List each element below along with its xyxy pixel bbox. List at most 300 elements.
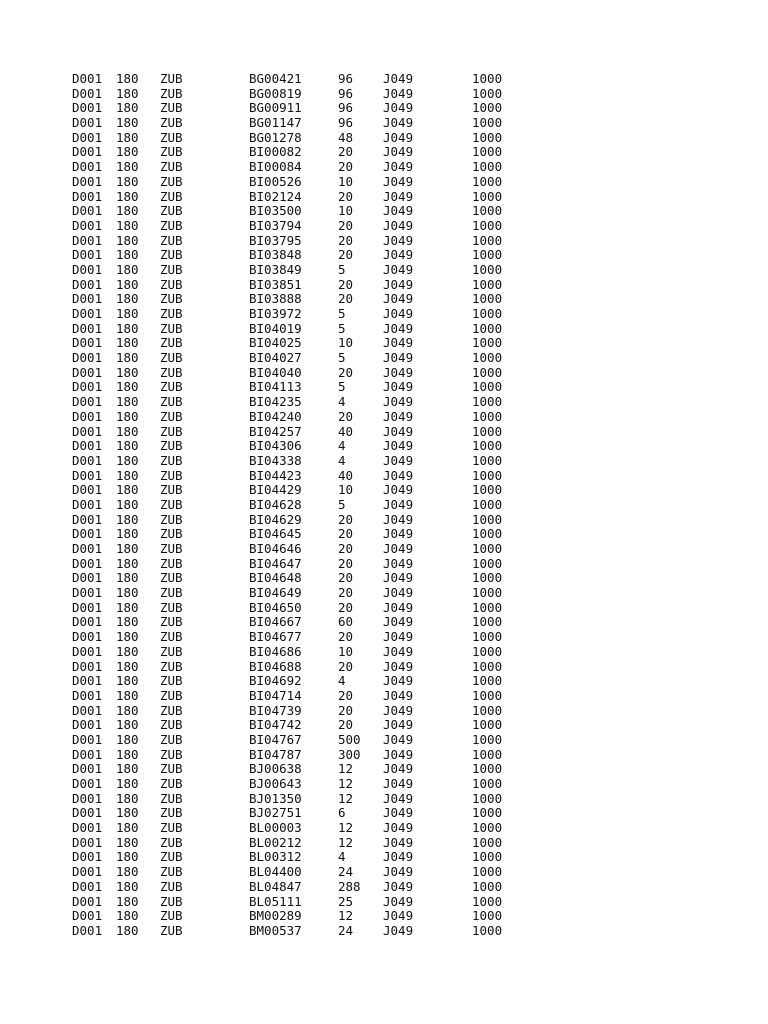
table-cell: 180 — [116, 599, 139, 615]
table-cell: ZUB — [160, 629, 183, 645]
table-cell: 1000 — [472, 731, 503, 747]
table-cell: ZUB — [160, 291, 183, 307]
table-cell: J049 — [383, 85, 414, 101]
table-cell: BI04240 — [249, 408, 302, 424]
table-cell: 1000 — [472, 247, 503, 263]
table-cell: D001 — [72, 261, 103, 277]
table-cell: 1000 — [472, 849, 503, 865]
table-row — [72, 101, 732, 116]
table-cell: 6 — [338, 805, 346, 821]
table-cell: D001 — [72, 570, 103, 586]
table-cell: 1000 — [472, 144, 503, 160]
table-cell: 180 — [116, 320, 139, 336]
table-cell: J049 — [383, 71, 414, 86]
table-cell: 20 — [338, 599, 354, 615]
table-cell: ZUB — [160, 776, 183, 791]
table-cell: J049 — [383, 731, 414, 747]
table-cell: ZUB — [160, 173, 183, 189]
table-cell: 5 — [338, 306, 346, 321]
table-cell: 1000 — [472, 643, 503, 659]
table-cell: D001 — [72, 408, 103, 424]
table-row — [72, 909, 732, 924]
table-cell: 1000 — [472, 614, 503, 630]
table-cell: BL05111 — [249, 893, 302, 909]
table-cell: ZUB — [160, 555, 183, 571]
table-cell: D001 — [72, 849, 103, 865]
table-cell: BI04677 — [249, 629, 302, 645]
table-cell: 180 — [116, 85, 139, 101]
table-cell: ZUB — [160, 203, 183, 219]
table-cell: 4 — [338, 673, 346, 689]
table-cell: J049 — [383, 379, 414, 395]
table-cell: 12 — [338, 761, 354, 777]
table-cell: 1000 — [472, 115, 503, 131]
table-cell: 24 — [338, 922, 354, 938]
table-cell: 180 — [116, 834, 139, 850]
table-cell: D001 — [72, 379, 103, 395]
table-cell: 180 — [116, 687, 139, 703]
table-cell: 20 — [338, 159, 354, 175]
table-cell: J049 — [383, 878, 414, 894]
table-cell: ZUB — [160, 188, 183, 204]
table-row — [72, 145, 732, 160]
table-cell: ZUB — [160, 746, 183, 762]
table-cell: ZUB — [160, 71, 183, 86]
table-cell: J049 — [383, 805, 414, 821]
table-cell: D001 — [72, 320, 103, 336]
table-row — [72, 454, 732, 469]
table-cell: 1000 — [472, 687, 503, 703]
table-cell: D001 — [72, 291, 103, 307]
table-cell: 300 — [338, 746, 361, 762]
table-cell: 180 — [116, 790, 139, 806]
table-cell: D001 — [72, 438, 103, 454]
table-cell: J049 — [383, 511, 414, 527]
table-cell: J049 — [383, 864, 414, 880]
table-row — [72, 527, 732, 542]
table-cell: ZUB — [160, 541, 183, 556]
table-row — [72, 615, 732, 630]
table-cell: ZUB — [160, 144, 183, 160]
table-cell: D001 — [72, 188, 103, 204]
table-cell: 1000 — [472, 702, 503, 718]
table-cell: 1000 — [472, 482, 503, 498]
table-cell: BI04235 — [249, 394, 302, 410]
table-cell: BI00084 — [249, 159, 302, 175]
table-row — [72, 307, 732, 322]
table-row — [72, 630, 732, 645]
table-cell: ZUB — [160, 350, 183, 366]
table-cell: 4 — [338, 394, 346, 410]
table-cell: ZUB — [160, 364, 183, 380]
table-cell: 1000 — [472, 658, 503, 674]
table-cell: 5 — [338, 320, 346, 336]
table-row — [72, 234, 732, 249]
table-cell: J049 — [383, 629, 414, 645]
table-cell: BI04667 — [249, 614, 302, 630]
table-cell: BI03795 — [249, 232, 302, 248]
table-cell: ZUB — [160, 790, 183, 806]
table-cell: 20 — [338, 276, 354, 292]
table-cell: J049 — [383, 335, 414, 351]
table-cell: J049 — [383, 100, 414, 116]
table-cell: ZUB — [160, 85, 183, 101]
table-cell: 60 — [338, 614, 354, 630]
table-cell: 180 — [116, 922, 139, 938]
table-cell: ZUB — [160, 731, 183, 747]
table-cell: 96 — [338, 85, 354, 101]
table-cell: 1000 — [472, 320, 503, 336]
table-cell: J049 — [383, 276, 414, 292]
table-cell: D001 — [72, 599, 103, 615]
table-cell: D001 — [72, 541, 103, 556]
table-row — [72, 924, 732, 939]
table-cell: 180 — [116, 188, 139, 204]
table-cell: BI03500 — [249, 203, 302, 219]
table-cell: 180 — [116, 173, 139, 189]
table-cell: 1000 — [472, 555, 503, 571]
table-cell: BI04787 — [249, 746, 302, 762]
table-cell: 180 — [116, 364, 139, 380]
table-row — [72, 248, 732, 263]
table-cell: BG00421 — [249, 71, 302, 86]
table-row — [72, 263, 732, 278]
table-cell: J049 — [383, 144, 414, 160]
table-cell: 180 — [116, 717, 139, 733]
table-cell: 1000 — [472, 864, 503, 880]
table-cell: J049 — [383, 922, 414, 938]
table-cell: 20 — [338, 629, 354, 645]
table-cell: 180 — [116, 423, 139, 439]
table-cell: J049 — [383, 702, 414, 718]
table-cell: 180 — [116, 614, 139, 630]
table-cell: 180 — [116, 452, 139, 468]
table-cell: 180 — [116, 217, 139, 233]
table-cell: ZUB — [160, 408, 183, 424]
table-cell: BI04423 — [249, 467, 302, 483]
table-cell: J049 — [383, 526, 414, 542]
table-cell: D001 — [72, 496, 103, 512]
table-cell: 5 — [338, 261, 346, 277]
table-cell: 1000 — [472, 541, 503, 556]
table-row — [72, 160, 732, 175]
table-row — [72, 278, 732, 293]
table-cell: ZUB — [160, 100, 183, 116]
table-cell: 20 — [338, 541, 354, 556]
table-cell: J049 — [383, 203, 414, 219]
table-cell: 1000 — [472, 129, 503, 145]
table-cell: D001 — [72, 203, 103, 219]
table-cell: D001 — [72, 100, 103, 116]
table-cell: ZUB — [160, 820, 183, 836]
table-cell: BI04686 — [249, 643, 302, 659]
table-cell: J049 — [383, 717, 414, 733]
table-cell: J049 — [383, 585, 414, 601]
table-cell: 180 — [116, 144, 139, 160]
table-cell: D001 — [72, 85, 103, 101]
table-cell: D001 — [72, 643, 103, 659]
table-cell: 1000 — [472, 394, 503, 410]
table-cell: 1000 — [472, 100, 503, 116]
table-cell: J049 — [383, 570, 414, 586]
table-cell: D001 — [72, 834, 103, 850]
table-cell: 12 — [338, 820, 354, 836]
table-cell: BL00003 — [249, 820, 302, 836]
table-cell: 48 — [338, 129, 354, 145]
table-cell: BM00537 — [249, 922, 302, 938]
table-row — [72, 792, 732, 807]
table-cell: D001 — [72, 776, 103, 791]
table-row — [72, 865, 732, 880]
table-cell: 180 — [116, 496, 139, 512]
table-cell: 4 — [338, 849, 346, 865]
table-cell: ZUB — [160, 526, 183, 542]
table-cell: 180 — [116, 482, 139, 498]
table-cell: ZUB — [160, 438, 183, 454]
table-cell: ZUB — [160, 585, 183, 601]
table-cell: J049 — [383, 599, 414, 615]
table-row — [72, 762, 732, 777]
table-cell: ZUB — [160, 467, 183, 483]
table-cell: ZUB — [160, 276, 183, 292]
table-cell: BI02124 — [249, 188, 302, 204]
table-cell: ZUB — [160, 717, 183, 733]
table-cell: D001 — [72, 746, 103, 762]
table-cell: 1000 — [472, 746, 503, 762]
table-cell: BI00526 — [249, 173, 302, 189]
table-cell: D001 — [72, 144, 103, 160]
table-cell: 1000 — [472, 878, 503, 894]
table-cell: BI04742 — [249, 717, 302, 733]
table-row — [72, 850, 732, 865]
table-cell: BI04019 — [249, 320, 302, 336]
table-cell: D001 — [72, 820, 103, 836]
table-cell: 1000 — [472, 350, 503, 366]
table-row — [72, 366, 732, 381]
table-cell: D001 — [72, 276, 103, 292]
table-cell: D001 — [72, 908, 103, 924]
table-cell: D001 — [72, 364, 103, 380]
table-cell: 1000 — [472, 496, 503, 512]
table-cell: J049 — [383, 614, 414, 630]
table-cell: 1000 — [472, 438, 503, 454]
table-cell: ZUB — [160, 673, 183, 689]
table-cell: D001 — [72, 452, 103, 468]
table-cell: 180 — [116, 232, 139, 248]
table-cell: ZUB — [160, 423, 183, 439]
table-cell: D001 — [72, 173, 103, 189]
table-cell: ZUB — [160, 761, 183, 777]
table-cell: 20 — [338, 188, 354, 204]
table-cell: ZUB — [160, 129, 183, 145]
table-cell: BJ00638 — [249, 761, 302, 777]
table-cell: 1000 — [472, 85, 503, 101]
table-cell: ZUB — [160, 687, 183, 703]
table-cell: ZUB — [160, 320, 183, 336]
table-row — [72, 175, 732, 190]
table-cell: 24 — [338, 864, 354, 880]
table-cell: D001 — [72, 585, 103, 601]
table-cell: 180 — [116, 247, 139, 263]
table-cell: 1000 — [472, 805, 503, 821]
table-cell: D001 — [72, 394, 103, 410]
table-cell: ZUB — [160, 864, 183, 880]
table-cell: 1000 — [472, 511, 503, 527]
table-cell: J049 — [383, 129, 414, 145]
table-cell: D001 — [72, 350, 103, 366]
table-cell: BM00289 — [249, 908, 302, 924]
table-cell: 180 — [116, 115, 139, 131]
table-cell: BI04647 — [249, 555, 302, 571]
table-row — [72, 131, 732, 146]
table-cell: BI03851 — [249, 276, 302, 292]
table-cell: ZUB — [160, 658, 183, 674]
table-cell: ZUB — [160, 496, 183, 512]
table-cell: 96 — [338, 100, 354, 116]
table-cell: BJ02751 — [249, 805, 302, 821]
table-cell: J049 — [383, 893, 414, 909]
table-cell: D001 — [72, 555, 103, 571]
table-cell: J049 — [383, 408, 414, 424]
table-cell: 180 — [116, 805, 139, 821]
table-cell: D001 — [72, 658, 103, 674]
table-row — [72, 469, 732, 484]
table-row — [72, 498, 732, 513]
table-cell: BI04629 — [249, 511, 302, 527]
table-cell: 20 — [338, 364, 354, 380]
table-row — [72, 395, 732, 410]
table-cell: 20 — [338, 585, 354, 601]
table-cell: 180 — [116, 746, 139, 762]
table-cell: 5 — [338, 379, 346, 395]
table-cell: J049 — [383, 320, 414, 336]
table-cell: D001 — [72, 71, 103, 86]
table-row — [72, 777, 732, 792]
table-cell: J049 — [383, 364, 414, 380]
table-cell: 180 — [116, 555, 139, 571]
table-cell: ZUB — [160, 922, 183, 938]
table-cell: D001 — [72, 482, 103, 498]
table-cell: ZUB — [160, 379, 183, 395]
table-cell: 180 — [116, 438, 139, 454]
table-cell: 96 — [338, 71, 354, 86]
table-row — [72, 336, 732, 351]
table-cell: ZUB — [160, 614, 183, 630]
table-cell: 1000 — [472, 526, 503, 542]
table-cell: BI00082 — [249, 144, 302, 160]
table-cell: BI04113 — [249, 379, 302, 395]
table-cell: 180 — [116, 541, 139, 556]
table-cell: 20 — [338, 717, 354, 733]
table-cell: 180 — [116, 335, 139, 351]
table-cell: D001 — [72, 511, 103, 527]
table-cell: J049 — [383, 790, 414, 806]
table-cell: ZUB — [160, 893, 183, 909]
table-cell: 180 — [116, 129, 139, 145]
table-cell: 180 — [116, 570, 139, 586]
table-cell: ZUB — [160, 306, 183, 321]
table-cell: 180 — [116, 100, 139, 116]
table-cell: BI04650 — [249, 599, 302, 615]
table-cell: 1000 — [472, 232, 503, 248]
table-cell: D001 — [72, 717, 103, 733]
table-cell: 20 — [338, 291, 354, 307]
table-cell: 180 — [116, 379, 139, 395]
table-cell: BL04847 — [249, 878, 302, 894]
table-cell: ZUB — [160, 261, 183, 277]
table-cell: D001 — [72, 423, 103, 439]
table-cell: 10 — [338, 173, 354, 189]
table-cell: BI04649 — [249, 585, 302, 601]
table-cell: D001 — [72, 687, 103, 703]
table-cell: D001 — [72, 217, 103, 233]
table-cell: D001 — [72, 922, 103, 938]
table-cell: J049 — [383, 452, 414, 468]
table-cell: 1000 — [472, 467, 503, 483]
table-cell: BI04429 — [249, 482, 302, 498]
table-cell: 10 — [338, 335, 354, 351]
table-cell: 1000 — [472, 893, 503, 909]
table-cell: D001 — [72, 805, 103, 821]
table-cell: 12 — [338, 908, 354, 924]
table-cell: BG01147 — [249, 115, 302, 131]
table-row — [72, 425, 732, 440]
table-cell: ZUB — [160, 232, 183, 248]
table-cell: BI04027 — [249, 350, 302, 366]
table-cell: 20 — [338, 144, 354, 160]
table-cell: ZUB — [160, 878, 183, 894]
table-cell: J049 — [383, 232, 414, 248]
table-row — [72, 674, 732, 689]
table-cell: 180 — [116, 776, 139, 791]
table-cell: D001 — [72, 129, 103, 145]
table-cell: 96 — [338, 115, 354, 131]
table-cell: 180 — [116, 849, 139, 865]
table-cell: 1000 — [472, 423, 503, 439]
table-cell: 1000 — [472, 585, 503, 601]
table-cell: BI04648 — [249, 570, 302, 586]
table-cell: 12 — [338, 776, 354, 791]
table-cell: D001 — [72, 247, 103, 263]
table-cell: 500 — [338, 731, 361, 747]
table-cell: ZUB — [160, 570, 183, 586]
table-cell: J049 — [383, 908, 414, 924]
table-cell: 5 — [338, 496, 346, 512]
table-cell: J049 — [383, 761, 414, 777]
table-cell: 10 — [338, 643, 354, 659]
table-cell: 1000 — [472, 820, 503, 836]
table-cell: BI03848 — [249, 247, 302, 263]
table-cell: ZUB — [160, 247, 183, 263]
table-cell: 4 — [338, 452, 346, 468]
table-cell: D001 — [72, 673, 103, 689]
table-cell: D001 — [72, 232, 103, 248]
table-cell: D001 — [72, 731, 103, 747]
table-cell: BG01278 — [249, 129, 302, 145]
table-row — [72, 542, 732, 557]
table-cell: 180 — [116, 276, 139, 292]
table-row — [72, 72, 732, 87]
table-cell: 20 — [338, 658, 354, 674]
table-cell: 20 — [338, 232, 354, 248]
table-cell: 180 — [116, 643, 139, 659]
table-cell: J049 — [383, 350, 414, 366]
table-cell: ZUB — [160, 805, 183, 821]
table-cell: BL00312 — [249, 849, 302, 865]
table-cell: BI04040 — [249, 364, 302, 380]
table-cell: 1000 — [472, 570, 503, 586]
table-cell: 20 — [338, 511, 354, 527]
